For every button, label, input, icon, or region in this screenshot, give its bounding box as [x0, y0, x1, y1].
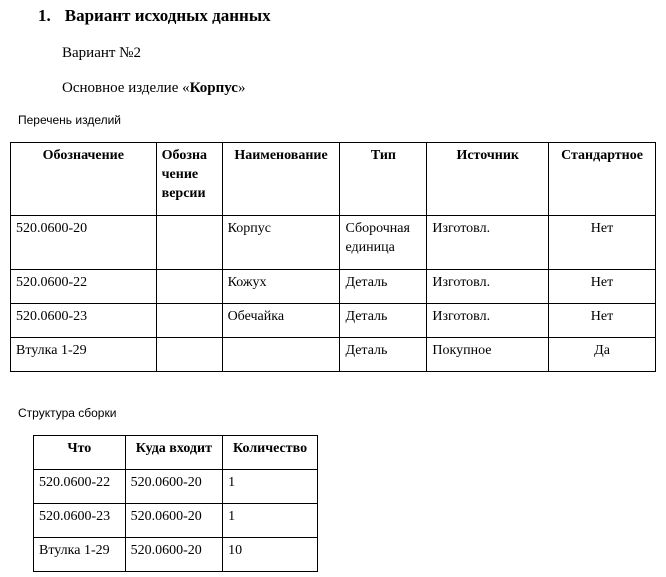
cell-standard: Да — [549, 338, 656, 372]
table-row — [11, 270, 656, 304]
col-header-type: Тип — [340, 143, 427, 216]
table-row — [34, 538, 318, 572]
cell-what: 520.0600-23 — [34, 504, 126, 538]
cell-what: Втулка 1-29 — [34, 538, 126, 572]
cell-name: Обечайка — [222, 304, 340, 338]
table-header-row — [34, 436, 318, 470]
col-header-parent: Куда входит — [125, 436, 223, 470]
cell-designation: 520.0600-22 — [11, 270, 157, 304]
col-header-version: Обозна чение версии — [156, 143, 222, 216]
cell-version — [156, 338, 222, 372]
col-header-name: Наименование — [222, 143, 340, 216]
cell-name — [222, 338, 340, 372]
cell-source: Изготовл. — [427, 304, 549, 338]
table-row — [11, 304, 656, 338]
cell-designation: Втулка 1-29 — [11, 338, 157, 372]
cell-quantity: 1 — [223, 470, 318, 504]
section-heading — [38, 6, 271, 26]
cell-type: Деталь — [340, 270, 427, 304]
cell-what: 520.0600-22 — [34, 470, 126, 504]
table-row — [11, 216, 656, 270]
product-suffix: » — [237, 80, 246, 96]
cell-type: Деталь — [340, 304, 427, 338]
product-name: Корпус — [189, 80, 238, 96]
cell-source: Изготовл. — [427, 270, 549, 304]
cell-parent: 520.0600-20 — [125, 470, 223, 504]
table-row — [34, 470, 318, 504]
table-header-row — [11, 143, 656, 216]
cell-standard: Нет — [549, 270, 656, 304]
col-header-source: Источник — [427, 143, 549, 216]
cell-quantity: 1 — [223, 504, 318, 538]
cell-version — [156, 270, 222, 304]
section-number: 1. — [38, 6, 51, 25]
product-line — [62, 80, 245, 97]
cell-name: Корпус — [222, 216, 340, 270]
section-title: Вариант исходных данных — [64, 6, 271, 25]
assembly-table — [33, 435, 318, 572]
assembly-caption: Структура сборки — [18, 406, 117, 420]
cell-version — [156, 216, 222, 270]
items-caption: Перечень изделий — [18, 113, 122, 127]
cell-type: Деталь — [340, 338, 427, 372]
cell-parent: 520.0600-20 — [125, 504, 223, 538]
cell-standard: Нет — [549, 304, 656, 338]
variant-line: Вариант №2 — [62, 45, 141, 61]
product-prefix: Основное изделие « — [62, 80, 190, 96]
table-row — [11, 338, 656, 372]
cell-designation: 520.0600-20 — [11, 216, 157, 270]
cell-type: Сборочная единица — [340, 216, 427, 270]
table-row — [34, 504, 318, 538]
col-header-what: Что — [34, 436, 126, 470]
cell-version — [156, 304, 222, 338]
cell-designation: 520.0600-23 — [11, 304, 157, 338]
cell-quantity: 10 — [223, 538, 318, 572]
col-header-designation: Обозначение — [11, 143, 157, 216]
cell-name: Кожух — [222, 270, 340, 304]
col-header-quantity: Количество — [223, 436, 318, 470]
cell-source: Изготовл. — [427, 216, 549, 270]
items-table — [10, 142, 656, 372]
cell-source: Покупное — [427, 338, 549, 372]
cell-parent: 520.0600-20 — [125, 538, 223, 572]
cell-standard: Нет — [549, 216, 656, 270]
col-header-standard: Стандартное — [549, 143, 656, 216]
